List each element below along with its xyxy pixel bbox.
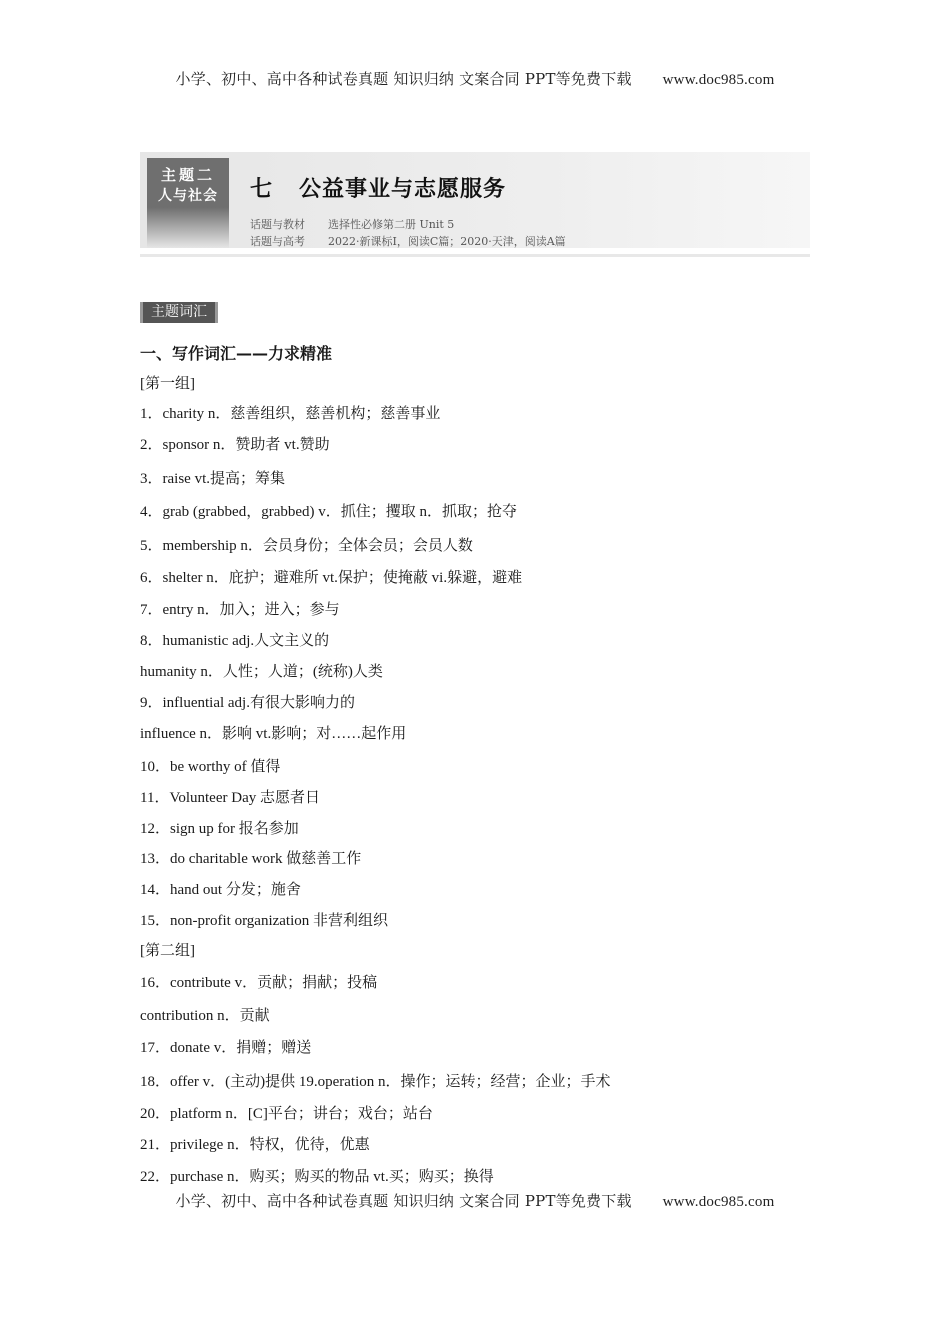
vocab-line: 14．hand out 分发；施舍 — [140, 882, 301, 898]
vocab-line: 8．humanistic adj.人文主义的 — [140, 633, 330, 649]
vocab-line: contribution n．贡献 — [140, 1008, 270, 1024]
meta-textbook — [250, 216, 454, 232]
footer-url[interactable]: www.doc985.com — [662, 1194, 775, 1210]
vocab-line: 10．be worthy of 值得 — [140, 759, 281, 775]
vocab-line: [第二组] — [140, 943, 195, 959]
banner-divider — [140, 254, 810, 257]
vocab-line: 12．sign up for 报名参加 — [140, 821, 299, 837]
unit-title — [250, 172, 506, 203]
header-url[interactable]: www.doc985.com — [662, 72, 775, 88]
meta-key: 话题与教材 — [250, 218, 305, 231]
unit-title-text: 公益事业与志愿服务 — [299, 177, 507, 202]
vocab-line: 6．shelter n．庇护；避难所 vt.保护；使掩蔽 vi.躲避，避难 — [140, 570, 523, 586]
page-footer — [0, 1190, 950, 1211]
vocab-line: 4．grab (grabbed，grabbed) v．抓住；攫取 n．抓取；抢夺 — [140, 504, 518, 520]
vocab-line: 5．membership n．会员身份；全体会员；会员人数 — [140, 538, 473, 554]
unit-number: 七 — [250, 177, 274, 202]
meta-key: 话题与高考 — [250, 235, 305, 248]
subheading: 一、写作词汇——力求精准 — [140, 344, 333, 363]
meta-value: 选择性必修第二册 Unit 5 — [328, 218, 455, 231]
vocab-line: influence n．影响 vt.影响；对……起作用 — [140, 726, 407, 742]
meta-value: 2022·新课标Ⅰ，阅读C篇；2020·天津，阅读A篇 — [328, 235, 566, 248]
vocab-line: 2．sponsor n．赞助者 vt.赞助 — [140, 437, 330, 453]
theme-tag-line1: 主题二 — [160, 166, 215, 184]
vocab-line: 13．do charitable work 做慈善工作 — [140, 851, 362, 867]
vocab-line: 15．non-profit organization 非营利组织 — [140, 913, 389, 929]
theme-tag — [147, 158, 229, 248]
vocab-line: 20．platform n．[C]平台；讲台；戏台；站台 — [140, 1106, 433, 1122]
vocab-line: 1．charity n．慈善组织，慈善机构；慈善事业 — [140, 406, 441, 422]
vocab-line: 22．purchase n．购买；购买的物品 vt.买；购买；换得 — [140, 1169, 494, 1185]
vocab-line: 21．privilege n．特权，优待，优惠 — [140, 1137, 370, 1153]
page-header — [0, 68, 950, 89]
header-text: 小学、初中、高中各种试卷真题 知识归纳 文案合同 PPT等免费下载 — [175, 70, 632, 88]
vocab-line: 16．contribute v．贡献；捐献；投稿 — [140, 975, 378, 991]
vocab-line: humanity n．人性；人道；(统称)人类 — [140, 664, 383, 680]
vocab-line: 18．offer v．(主动)提供 19.operation n．操作；运转；经营；企业；手术 — [140, 1074, 611, 1090]
vocab-line: [第一组] — [140, 376, 195, 392]
section-badge: 主题词汇 — [140, 302, 218, 323]
footer-text: 小学、初中、高中各种试卷真题 知识归纳 文案合同 PPT等免费下载 — [175, 1192, 632, 1210]
meta-exam — [250, 233, 566, 249]
vocab-line: 3．raise vt.提高；筹集 — [140, 471, 285, 487]
vocab-line: 7．entry n．加入；进入；参与 — [140, 602, 340, 618]
vocab-line: 9．influential adj.有很大影响力的 — [140, 695, 355, 711]
theme-tag-line2: 人与社会 — [158, 188, 218, 204]
vocab-line: 11．Volunteer Day 志愿者日 — [140, 790, 320, 806]
vocab-line: 17．donate v．捐赠；赠送 — [140, 1040, 312, 1056]
